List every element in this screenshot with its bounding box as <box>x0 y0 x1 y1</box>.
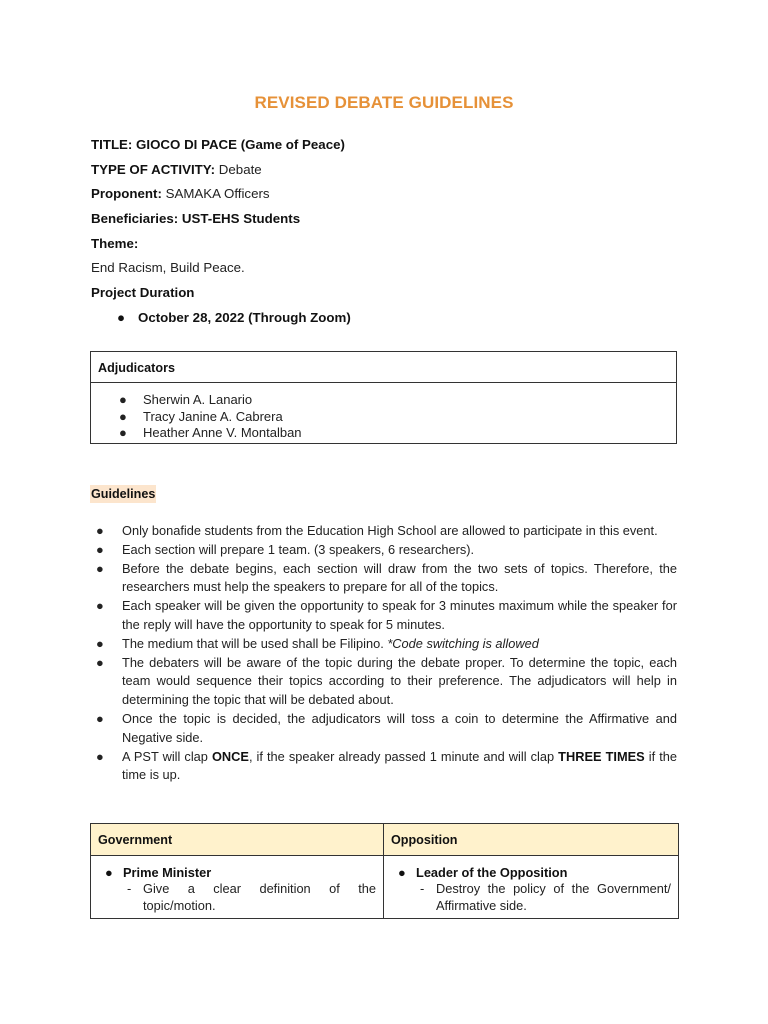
proponent-value: SAMAKA Officers <box>161 186 270 202</box>
bullet-icon: ● <box>105 865 113 880</box>
page-title: REVISED DEBATE GUIDELINES <box>254 93 514 112</box>
adjudicators-heading: Adjudicators <box>91 352 676 383</box>
duration-label: Project Duration <box>91 285 195 301</box>
list-item <box>96 560 677 598</box>
opposition-role <box>398 864 671 881</box>
type-line <box>91 161 691 186</box>
medium-note: *Code switching is allowed <box>387 635 539 651</box>
bullet-icon: ● <box>119 392 127 407</box>
clap-text-3: if the time is up. <box>122 748 677 783</box>
adjudicator-name: Tracy Janine A. Cabrera <box>143 408 283 424</box>
guideline-text: Each section will prepare 1 team. (3 speakers, 6 researchers). <box>122 541 475 557</box>
medium-text: The medium that will be used shall be Filipino. <box>122 635 388 651</box>
theme-label: Theme: <box>91 235 139 251</box>
list-item <box>96 541 677 560</box>
bullet-icon: ● <box>119 408 127 424</box>
government-heading: Government <box>91 824 384 856</box>
list-item <box>119 409 676 426</box>
proponent-label: Proponent: <box>91 186 162 202</box>
guidelines-list <box>96 522 677 785</box>
government-desc <box>105 881 376 914</box>
bullet-icon: ● <box>96 560 104 576</box>
duration-label-line <box>91 284 691 309</box>
type-value: Debate <box>215 161 262 177</box>
guideline-text: Before the debate begins, each section will draw from the two sets of topics. Therefore, the researchers must help the speakers to prepare for all of the topics. <box>122 560 677 595</box>
clap-once: ONCE <box>211 748 249 764</box>
duration-value: October 28, 2022 (Through Zoom) <box>138 309 351 325</box>
bullet-icon: ● <box>96 635 104 651</box>
guidelines-heading: Guidelines <box>91 487 156 501</box>
duration-item <box>91 309 691 334</box>
opposition-desc-text: Destroy the policy of the Government/ Affirmative side. <box>436 881 671 913</box>
guideline-text: Each speaker will be given the opportunity to speak for 3 minutes maximum while the speaker for the reply will have the opportunity to speak for 5 minutes. <box>122 598 677 632</box>
list-item <box>96 522 677 541</box>
list-item <box>119 425 676 442</box>
list-item <box>96 710 677 748</box>
government-role <box>105 864 376 881</box>
bullet-icon: ● <box>119 425 127 440</box>
clap-text-2: , if the speaker already passed 1 minute and will clap <box>248 748 559 764</box>
title-line <box>91 136 691 161</box>
list-item <box>96 748 677 786</box>
bullet-icon: ● <box>117 309 126 325</box>
beneficiaries-line <box>91 210 691 235</box>
bullet-icon: ● <box>96 654 104 670</box>
roles-table <box>90 823 679 919</box>
bullet-icon: ● <box>96 541 104 557</box>
title-text: TITLE: GIOCO DI PACE (Game of Peace) <box>91 137 345 152</box>
type-label: TYPE OF ACTIVITY: <box>91 161 216 177</box>
beneficiaries-text: Beneficiaries: UST-EHS Students <box>91 211 301 227</box>
list-item <box>96 654 677 710</box>
bullet-icon: ● <box>96 598 104 614</box>
proponent-line <box>91 185 691 210</box>
dash-icon: - <box>127 881 132 896</box>
government-desc-text: Give a clear definition of the topic/motion. <box>143 881 376 913</box>
guideline-text: The debaters will be aware of the topic during the debate proper. To determine the topic, each team would sequence their topics according to their preference. The adjudicators will help in determining the topic that will be debated about. <box>122 654 677 708</box>
activity-info <box>91 136 691 334</box>
bullet-icon: ● <box>398 865 406 880</box>
leader-opposition-label: Leader of the Opposition <box>416 865 568 880</box>
government-cell <box>91 856 384 918</box>
theme-value: End Racism, Build Peace. <box>91 260 245 276</box>
opposition-cell <box>384 856 678 918</box>
list-item <box>96 635 677 654</box>
bullet-icon: ● <box>96 748 104 764</box>
dash-icon: - <box>420 881 425 896</box>
adjudicator-name: Heather Anne V. Montalban <box>143 425 302 440</box>
guideline-text: Only bonafide students from the Education High School are allowed to participate in this event. <box>122 523 658 538</box>
adjudicators-list <box>91 383 676 442</box>
theme-label-line <box>91 235 691 260</box>
clap-text-1: A PST will clap <box>122 748 212 764</box>
list-item <box>96 597 677 635</box>
opposition-heading: Opposition <box>384 824 678 856</box>
prime-minister-label: Prime Minister <box>123 865 212 880</box>
bullet-icon: ● <box>96 523 104 538</box>
adjudicator-name: Sherwin A. Lanario <box>143 392 253 407</box>
bullet-icon: ● <box>96 710 104 726</box>
clap-three-times: THREE TIMES <box>558 748 645 764</box>
guideline-text: Once the topic is decided, the adjudicators will toss a coin to determine the Affirmative and Negative side. <box>122 710 677 745</box>
list-item <box>119 392 676 409</box>
adjudicators-table <box>90 351 677 444</box>
opposition-desc <box>398 881 671 914</box>
